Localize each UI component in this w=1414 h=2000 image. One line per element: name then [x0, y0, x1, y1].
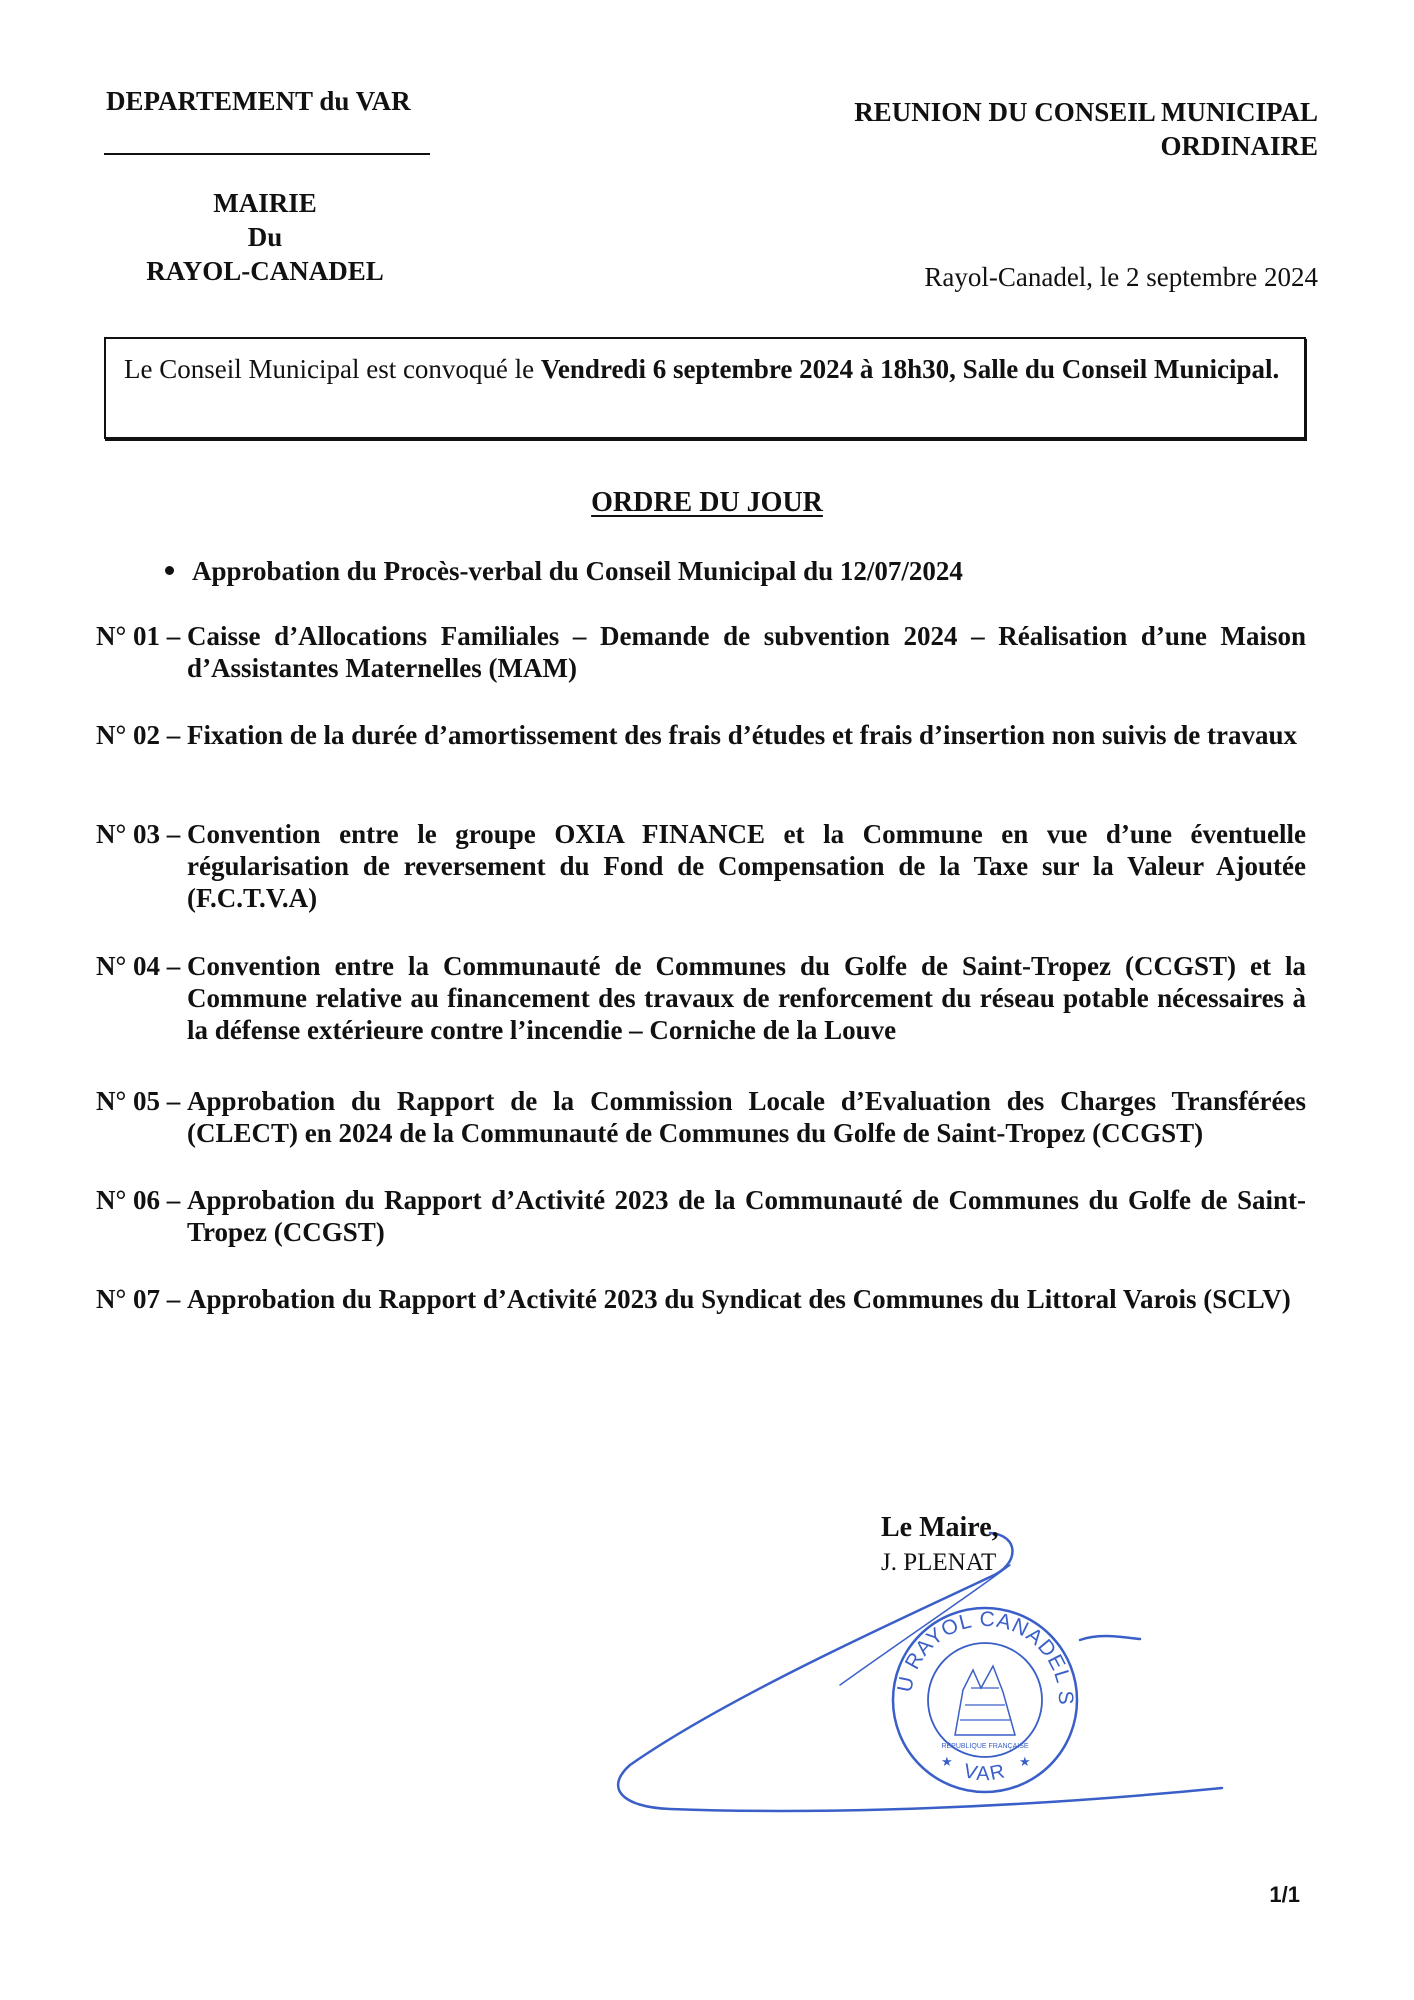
agenda-item-text: Convention entre le groupe OXIA FINANCE et la Commune en vue d’une éventuelle régularisation de reversement du Fond de Compensation de la Taxe sur la Valeur Ajoutée (F.C.T.V.A) [187, 819, 1306, 913]
svg-text:MAIRIE DU RAYOL CANADEL SUR ME: MAIRIE DU RAYOL CANADEL SUR MER [893, 1607, 1078, 1706]
agenda-preliminary [165, 556, 963, 587]
agenda-item: N° 05 – Approbation du Rapport de la Commission Locale d’Evaluation des Charges Transférées (CLECT) en 2024 de la Communauté de Communes du Golfe de Saint-Tropez (CCGST) [96, 1086, 1306, 1148]
bullet-icon [165, 566, 174, 575]
mairie-seal [893, 1608, 1077, 1792]
agenda-item-text: Approbation du Rapport d’Activité 2023 de la Communauté de Communes du Golfe de Saint-Tropez (CCGST) [187, 1185, 1306, 1247]
agenda-item-number: N° 07 [96, 1284, 161, 1314]
convocation-intro: Le Conseil Municipal est convoqué le [124, 354, 541, 384]
department-label: DEPARTEMENT du VAR [106, 86, 411, 116]
agenda-item-number: N° 04 [96, 951, 161, 981]
agenda-item: N° 01 – Caisse d’Allocations Familiales – Demande de subvention 2024 – Réalisation d’une Maison d’Assistantes Maternelles (MAM) [96, 621, 1306, 683]
convocation-box [104, 337, 1306, 439]
agenda-preliminary-text: Approbation du Procès-verbal du Conseil Municipal du 12/07/2024 [192, 556, 963, 586]
agenda-item-number: N° 05 [96, 1086, 161, 1116]
svg-text:★: ★ [941, 1754, 953, 1769]
page-number: 1/1 [1269, 1882, 1300, 1907]
meeting-title-line-1: REUNION DU CONSEIL MUNICIPAL [854, 97, 1318, 127]
agenda-item-number: N° 02 [96, 720, 161, 750]
agenda-item: N° 04 – Convention entre la Communauté de Communes du Golfe de Saint-Tropez (CCGST) et la Commune relative au financement des travaux de renforcement du réseau potable nécessaires à la défense extérieure contre l’incendie – Corniche de la Louve [96, 951, 1306, 1045]
meeting-title-line-2: ORDINAIRE [1160, 131, 1318, 161]
signature-stroke [1080, 1636, 1140, 1640]
mairie-block [134, 186, 396, 288]
agenda-item-text: Convention entre la Communauté de Communes du Golfe de Saint-Tropez (CCGST) et la Commune relative au financement des travaux de renforcement du réseau potable nécessaires à la défense extérieure contre l’incendie – Corniche de la Louve [187, 951, 1306, 1045]
agenda-item-text: Approbation du Rapport de la Commission Locale d’Evaluation des Charges Transférées (CLECT) en 2024 de la Communauté de Communes du Golfe de Saint-Tropez (CCGST) [187, 1086, 1306, 1148]
agenda-item-text: Fixation de la durée d’amortissement des frais d’études et frais d’insertion non suivis de travaux [187, 720, 1298, 750]
mairie-line-1: MAIRIE [213, 188, 317, 218]
agenda-item-number: N° 01 [96, 621, 161, 651]
signature-name: J. PLENAT [881, 1549, 997, 1576]
agenda-item-text: Caisse d’Allocations Familiales – Demande de subvention 2024 – Réalisation d’une Maison d’Assistantes Maternelles (MAM) [187, 621, 1306, 683]
agenda-item: N° 02 – Fixation de la durée d’amortissement des frais d’études et frais d’insertion non suivis de travaux [96, 719, 1306, 751]
agenda-title: ORDRE DU JOUR [591, 487, 823, 518]
signature-title: Le Maire, [881, 1512, 999, 1543]
agenda-item: N° 03 – Convention entre le groupe OXIA FINANCE et la Commune en vue d’une éventuelle régularisation de reversement du Fond de Compensation de la Taxe sur la Valeur Ajoutée (F.C.T.V.A) [96, 819, 1306, 913]
svg-text:RÉPUBLIQUE FRANÇAISE: RÉPUBLIQUE FRANÇAISE [941, 1743, 1029, 1750]
convocation-date-place: Vendredi 6 septembre 2024 à 18h30, Salle du Conseil Municipal. [540, 354, 1280, 384]
svg-text:★: ★ [1019, 1754, 1031, 1769]
agenda-item-number: N° 06 [96, 1185, 161, 1215]
meeting-title [854, 95, 1318, 163]
department-underline [104, 153, 430, 155]
agenda-item-number: N° 03 [96, 819, 161, 849]
svg-text:VAR: VAR [961, 1760, 1009, 1786]
place-date: Rayol-Canadel, le 2 septembre 2024 [924, 262, 1318, 292]
mairie-line-2: Du [247, 222, 283, 252]
agenda-item: N° 07 – Approbation du Rapport d’Activité 2023 du Syndicat des Communes du Littoral Varois (SCLV) [96, 1283, 1306, 1315]
agenda-item: N° 06 – Approbation du Rapport d’Activité 2023 de la Communauté de Communes du Golfe de Saint-Tropez (CCGST) [96, 1185, 1306, 1247]
agenda-item-text: Approbation du Rapport d’Activité 2023 du Syndicat des Communes du Littoral Varois (SCLV) [187, 1284, 1291, 1314]
mairie-line-3: RAYOL-CANADEL [146, 256, 384, 286]
